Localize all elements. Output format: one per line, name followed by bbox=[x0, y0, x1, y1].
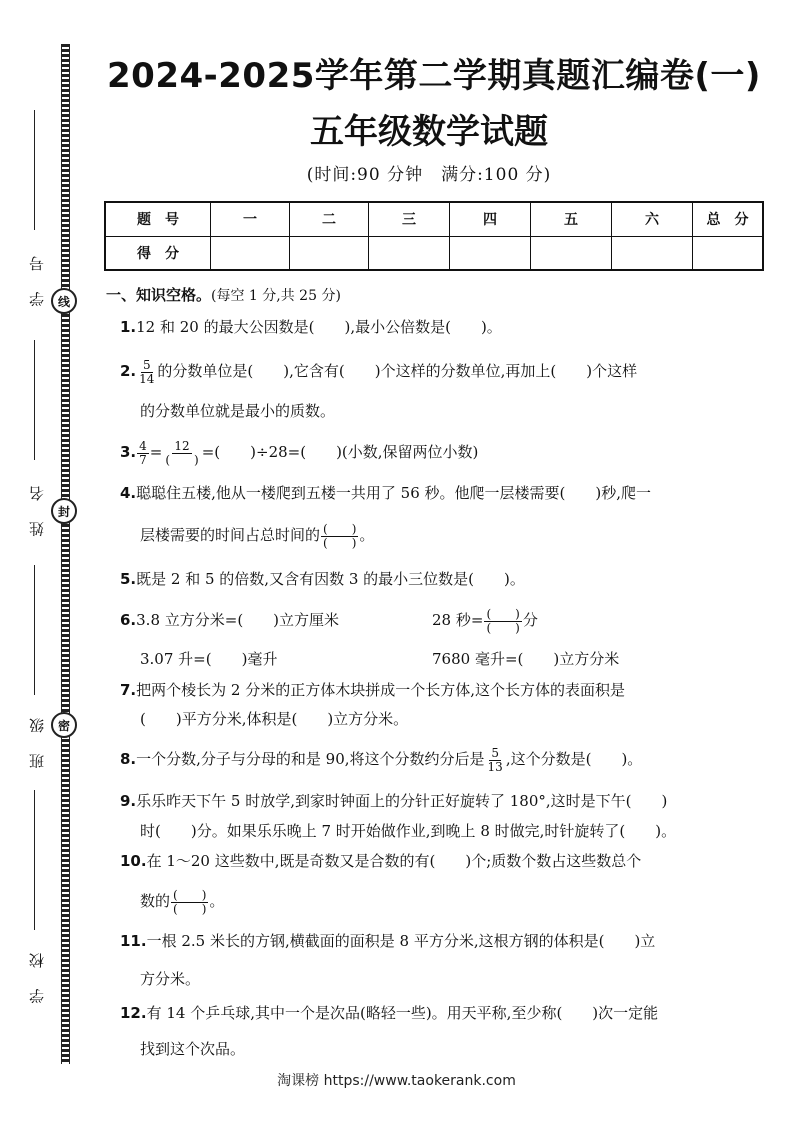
question-text: 一个分数,分子与分母的和是 90,将这个分数约分后是 bbox=[136, 750, 485, 768]
score-cell[interactable] bbox=[531, 236, 612, 270]
seal-feng: 封 bbox=[51, 498, 77, 524]
question-10 bbox=[120, 846, 760, 876]
question-text: 聪聪住五楼,他从一楼爬到五楼一共用了 56 秒。他爬一层楼需要( )秒,爬一 bbox=[136, 484, 652, 502]
score-header-cell: 四 bbox=[450, 202, 531, 236]
question-6 bbox=[120, 605, 760, 635]
question-text: 把两个棱长为 2 分米的正方体木块拼成一个长方体,这个长方体的表面积是 bbox=[136, 681, 625, 699]
question-number: 2. bbox=[120, 362, 137, 380]
score-header-cell: 六 bbox=[612, 202, 693, 236]
question-5 bbox=[120, 564, 760, 594]
fraction-numerator: 12 bbox=[174, 438, 190, 453]
question-8 bbox=[120, 744, 760, 774]
question-text: 乐乐昨天下午 5 时放学,到家时钟面上的分针正好旋转了 180°,这时是下午( ) bbox=[136, 792, 668, 810]
score-cell[interactable] bbox=[290, 236, 369, 270]
question-text: 的分数单位是( ),它含有( )个这样的分数单位,再加上( )个这样 bbox=[157, 362, 638, 380]
question-text: 。 bbox=[209, 892, 225, 910]
question-part-b bbox=[432, 605, 538, 635]
question-12-cont: 找到这个次品。 bbox=[140, 1040, 246, 1058]
question-text: 数的 bbox=[140, 892, 171, 910]
section-heading bbox=[106, 284, 341, 305]
fraction-numerator: ( ) bbox=[486, 606, 520, 621]
fraction-numerator: ( ) bbox=[323, 521, 357, 536]
question-4 bbox=[120, 478, 760, 508]
score-cell[interactable] bbox=[450, 236, 531, 270]
side-line bbox=[34, 340, 35, 460]
score-header-cell: 五 bbox=[531, 202, 612, 236]
question-9-cont: 时( )分。如果乐乐晚上 7 时开始做作业,到晚上 8 时做完,时针旋转了( )。 bbox=[140, 822, 677, 840]
question-text: 分 bbox=[522, 611, 538, 629]
question-number: 4. bbox=[120, 484, 137, 502]
question-number: 8. bbox=[120, 750, 137, 768]
question-3 bbox=[120, 437, 760, 467]
question-number: 7. bbox=[120, 681, 137, 699]
fraction-denominator: 13 bbox=[487, 759, 503, 774]
question-1 bbox=[120, 312, 760, 342]
footer-watermark: 淘课榜 https://www.taokerank.com bbox=[277, 1073, 516, 1089]
fraction bbox=[486, 747, 505, 774]
section-title: 一、知识空格。 bbox=[106, 286, 212, 304]
fraction bbox=[484, 608, 521, 635]
binding-rail bbox=[61, 44, 70, 1064]
question-11-cont: 方分米。 bbox=[140, 970, 201, 988]
score-header-cell: 题 号 bbox=[105, 202, 211, 236]
fraction-numerator: ( ) bbox=[173, 887, 207, 902]
question-6-cont bbox=[120, 644, 780, 674]
fraction-denominator: 7 bbox=[139, 452, 147, 467]
question-9 bbox=[120, 786, 760, 816]
question-text: 在 1～20 这些数中,既是奇数又是合数的有( )个;质数个数占这些数总个 bbox=[146, 852, 642, 870]
question-text: 12 和 20 的最大公因数是( ),最小公倍数是( )。 bbox=[136, 318, 502, 336]
question-number: 1. bbox=[120, 318, 137, 336]
score-header-cell: 三 bbox=[369, 202, 450, 236]
question-part-d: 7680 毫升=( )立方分米 bbox=[432, 650, 620, 668]
question-number: 6. bbox=[120, 611, 137, 629]
question-number: 10. bbox=[120, 852, 147, 870]
fraction-denominator: ( ) bbox=[165, 452, 199, 467]
fraction-numerator: 5 bbox=[142, 357, 151, 372]
fraction bbox=[137, 440, 149, 467]
section-note: (每空 1 分,共 25 分) bbox=[211, 288, 341, 304]
fraction-denominator: 14 bbox=[139, 371, 155, 386]
question-text: 有 14 个乒乓球,其中一个是次品(略轻一些)。用天平称,至少称( )次一定能 bbox=[146, 1004, 659, 1022]
label-class: 班 级 bbox=[28, 710, 46, 769]
equals-sign: = bbox=[149, 443, 163, 461]
score-table bbox=[104, 201, 764, 271]
question-part-a: 3.8 立方分米=( )立方厘米 bbox=[136, 611, 340, 629]
fraction-denominator: ( ) bbox=[173, 901, 207, 916]
fraction bbox=[137, 359, 156, 386]
fraction bbox=[163, 440, 200, 467]
question-number: 12. bbox=[120, 1004, 147, 1022]
question-number: 11. bbox=[120, 932, 147, 950]
label-student-id: 学 号 bbox=[28, 248, 46, 307]
question-text: 。 bbox=[359, 526, 375, 544]
fraction-numerator: 4 bbox=[139, 438, 147, 453]
label-name: 姓 名 bbox=[28, 478, 46, 537]
question-7-cont: ( )平方分米,体积是( )立方分米。 bbox=[140, 710, 409, 728]
question-text: 28 秒= bbox=[432, 611, 484, 629]
exam-title: 2024-2025学年第二学期真题汇编卷(一) bbox=[107, 56, 761, 96]
fraction-denominator: ( ) bbox=[323, 535, 357, 550]
score-cell[interactable] bbox=[693, 236, 764, 270]
score-row-label: 得 分 bbox=[105, 236, 211, 270]
label-school: 学 校 bbox=[28, 945, 46, 1004]
side-line bbox=[34, 565, 35, 695]
question-part-c: 3.07 升=( )毫升 bbox=[140, 650, 278, 668]
question-number: 3. bbox=[120, 443, 137, 461]
question-7 bbox=[120, 675, 760, 705]
score-header-cell: 总 分 bbox=[693, 202, 764, 236]
exam-subtitle: 五年级数学试题 bbox=[310, 112, 548, 152]
question-text: 一根 2.5 米长的方钢,横截面的面积是 8 平方分米,这根方钢的体积是( )立 bbox=[146, 932, 656, 950]
question-10-cont bbox=[120, 886, 780, 916]
fraction bbox=[321, 523, 358, 550]
question-number: 5. bbox=[120, 570, 137, 588]
fraction-numerator: 5 bbox=[491, 745, 499, 760]
question-text: =( )÷28=( )(小数,保留两位小数) bbox=[201, 443, 479, 461]
side-line bbox=[34, 790, 35, 930]
question-11 bbox=[120, 926, 760, 956]
score-header-cell: 二 bbox=[290, 202, 369, 236]
score-cell[interactable] bbox=[211, 236, 290, 270]
side-line bbox=[34, 110, 35, 230]
fraction bbox=[171, 889, 208, 916]
exam-meta: (时间:90 分钟 满分:100 分) bbox=[306, 165, 552, 185]
question-2-cont: 的分数单位就是最小的质数。 bbox=[140, 402, 336, 420]
seal-xian: 线 bbox=[51, 288, 77, 314]
score-header-cell: 一 bbox=[211, 202, 290, 236]
question-text: 层楼需要的时间占总时间的 bbox=[140, 526, 321, 544]
question-number: 9. bbox=[120, 792, 137, 810]
score-cell[interactable] bbox=[612, 236, 693, 270]
question-text: ,这个分数是( )。 bbox=[505, 750, 643, 768]
question-4-cont bbox=[120, 520, 780, 550]
seal-mi: 密 bbox=[51, 712, 77, 738]
fraction-denominator: ( ) bbox=[486, 620, 520, 635]
question-12 bbox=[120, 998, 760, 1028]
question-2 bbox=[120, 356, 760, 386]
question-text: 既是 2 和 5 的倍数,又含有因数 3 的最小三位数是( )。 bbox=[136, 570, 525, 588]
score-cell[interactable] bbox=[369, 236, 450, 270]
